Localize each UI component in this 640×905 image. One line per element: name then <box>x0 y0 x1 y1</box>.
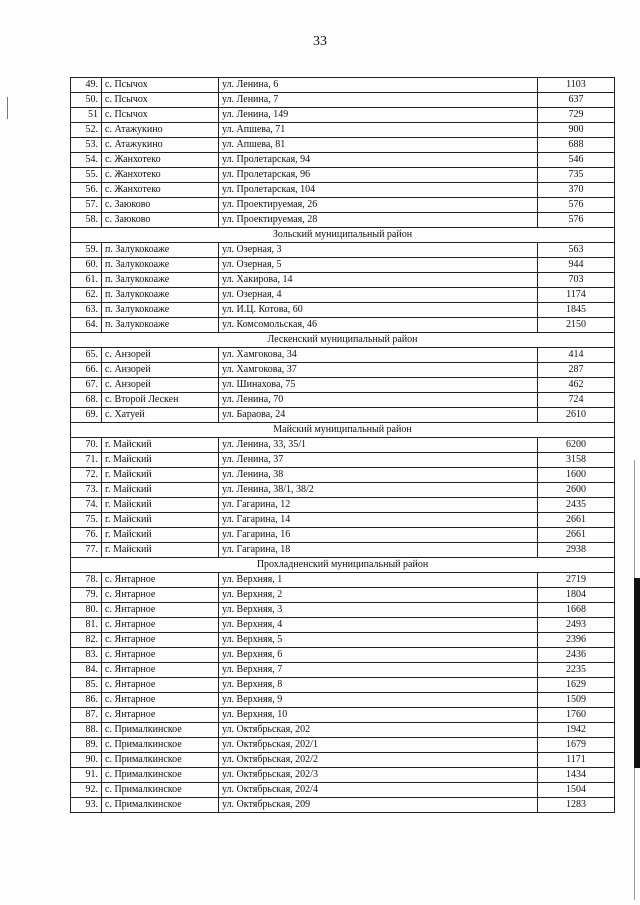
street-cell: ул. Ленина, 37 <box>219 453 538 468</box>
street-cell: ул. Верхняя, 2 <box>219 588 538 603</box>
row-number: 67. <box>71 378 102 393</box>
row-number: 74. <box>71 498 102 513</box>
table-row <box>71 318 615 333</box>
settlement-cell: с. Хатуей <box>102 408 219 423</box>
table-row <box>71 153 615 168</box>
row-number: 64. <box>71 318 102 333</box>
street-cell: ул. Гагарина, 18 <box>219 543 538 558</box>
street-cell: ул. Верхняя, 5 <box>219 633 538 648</box>
section-title: Прохладненский муниципальный район <box>71 558 615 573</box>
settlement-cell: с. Янтарное <box>102 693 219 708</box>
value-cell: 2435 <box>538 498 615 513</box>
value-cell: 1629 <box>538 678 615 693</box>
settlement-cell: с. Янтарное <box>102 678 219 693</box>
row-number: 82. <box>71 633 102 648</box>
street-cell: ул. Гагарина, 14 <box>219 513 538 528</box>
value-cell: 576 <box>538 198 615 213</box>
table-row <box>71 768 615 783</box>
table-row <box>71 258 615 273</box>
table-row <box>71 408 615 423</box>
row-number: 89. <box>71 738 102 753</box>
value-cell: 1942 <box>538 723 615 738</box>
value-cell: 3158 <box>538 453 615 468</box>
table-row <box>71 663 615 678</box>
table-row <box>71 123 615 138</box>
row-number: 84. <box>71 663 102 678</box>
value-cell: 2661 <box>538 528 615 543</box>
settlement-cell: п. Залукокоаже <box>102 318 219 333</box>
table-row <box>71 753 615 768</box>
table-row <box>71 573 615 588</box>
settlement-cell: с. Прималкинское <box>102 723 219 738</box>
table-row <box>71 603 615 618</box>
settlement-cell: с. Янтарное <box>102 573 219 588</box>
settlement-cell: с. Атажукино <box>102 138 219 153</box>
table-row <box>71 243 615 258</box>
settlement-cell: с. Прималкинское <box>102 798 219 813</box>
settlement-cell: с. Янтарное <box>102 603 219 618</box>
table-row <box>71 273 615 288</box>
street-cell: ул. Ленина, 149 <box>219 108 538 123</box>
settlement-cell: с. Прималкинское <box>102 783 219 798</box>
settlement-cell: с. Анзорей <box>102 363 219 378</box>
table-row <box>71 648 615 663</box>
settlement-cell: с. Заюково <box>102 198 219 213</box>
row-number: 78. <box>71 573 102 588</box>
row-number: 65. <box>71 348 102 363</box>
value-cell: 1845 <box>538 303 615 318</box>
scan-edge-bar <box>634 578 640 768</box>
value-cell: 1171 <box>538 753 615 768</box>
table-row <box>71 393 615 408</box>
section-title: Зольский муниципальный район <box>71 228 615 243</box>
value-cell: 703 <box>538 273 615 288</box>
row-number: 88. <box>71 723 102 738</box>
value-cell: 2235 <box>538 663 615 678</box>
row-number: 85. <box>71 678 102 693</box>
value-cell: 287 <box>538 363 615 378</box>
row-number: 77. <box>71 543 102 558</box>
street-cell: ул. Озерная, 4 <box>219 288 538 303</box>
value-cell: 724 <box>538 393 615 408</box>
section-header-row <box>71 423 615 438</box>
street-cell: ул. Октябрьская, 202/1 <box>219 738 538 753</box>
settlement-cell: с. Янтарное <box>102 663 219 678</box>
street-cell: ул. Верхняя, 10 <box>219 708 538 723</box>
street-cell: ул. Проектируемая, 26 <box>219 198 538 213</box>
row-number: 53. <box>71 138 102 153</box>
table-row <box>71 453 615 468</box>
street-cell: ул. Пролетарская, 104 <box>219 183 538 198</box>
value-cell: 2493 <box>538 618 615 633</box>
row-number: 92. <box>71 783 102 798</box>
value-cell: 576 <box>538 213 615 228</box>
settlement-cell: г. Майский <box>102 498 219 513</box>
value-cell: 735 <box>538 168 615 183</box>
table-row <box>71 678 615 693</box>
settlement-cell: г. Майский <box>102 543 219 558</box>
section-title: Лескенский муниципальный район <box>71 333 615 348</box>
value-cell: 1504 <box>538 783 615 798</box>
settlement-cell: с. Янтарное <box>102 633 219 648</box>
table-row <box>71 633 615 648</box>
street-cell: ул. Ленина, 70 <box>219 393 538 408</box>
row-number: 75. <box>71 513 102 528</box>
row-number: 73. <box>71 483 102 498</box>
table-row <box>71 798 615 813</box>
table-row <box>71 483 615 498</box>
street-cell: ул. Хакирова, 14 <box>219 273 538 288</box>
street-cell: ул. Верхняя, 9 <box>219 693 538 708</box>
table-row <box>71 303 615 318</box>
street-cell: ул. Ленина, 38 <box>219 468 538 483</box>
table-row <box>71 198 615 213</box>
street-cell: ул. Комсомольская, 46 <box>219 318 538 333</box>
settlement-cell: с. Янтарное <box>102 618 219 633</box>
settlement-cell: с. Жанхотеко <box>102 153 219 168</box>
row-number: 49. <box>71 78 102 93</box>
settlement-cell: с. Псычох <box>102 108 219 123</box>
street-cell: ул. Верхняя, 3 <box>219 603 538 618</box>
settlement-cell: г. Майский <box>102 528 219 543</box>
street-cell: ул. Ленина, 6 <box>219 78 538 93</box>
street-cell: ул. Ленина, 7 <box>219 93 538 108</box>
table-row <box>71 213 615 228</box>
value-cell: 900 <box>538 123 615 138</box>
value-cell: 2610 <box>538 408 615 423</box>
settlement-cell: г. Майский <box>102 513 219 528</box>
street-cell: ул. Хамгокова, 34 <box>219 348 538 363</box>
address-table-body <box>71 78 615 813</box>
street-cell: ул. Верхняя, 7 <box>219 663 538 678</box>
table-row <box>71 618 615 633</box>
street-cell: ул. Пролетарская, 96 <box>219 168 538 183</box>
street-cell: ул. Апшева, 81 <box>219 138 538 153</box>
settlement-cell: с. Прималкинское <box>102 768 219 783</box>
street-cell: ул. Октябрьская, 209 <box>219 798 538 813</box>
table-row <box>71 108 615 123</box>
settlement-cell: г. Майский <box>102 438 219 453</box>
row-number: 81. <box>71 618 102 633</box>
settlement-cell: с. Прималкинское <box>102 738 219 753</box>
street-cell: ул. Апшева, 71 <box>219 123 538 138</box>
row-number: 72. <box>71 468 102 483</box>
value-cell: 2150 <box>538 318 615 333</box>
value-cell: 1600 <box>538 468 615 483</box>
row-number: 55. <box>71 168 102 183</box>
value-cell: 1103 <box>538 78 615 93</box>
street-cell: ул. Верхняя, 8 <box>219 678 538 693</box>
settlement-cell: п. Залукокоаже <box>102 243 219 258</box>
table-row <box>71 693 615 708</box>
row-number: 83. <box>71 648 102 663</box>
settlement-cell: с. Атажукино <box>102 123 219 138</box>
row-number: 69. <box>71 408 102 423</box>
street-cell: ул. Гагарина, 16 <box>219 528 538 543</box>
row-number: 70. <box>71 438 102 453</box>
value-cell: 2396 <box>538 633 615 648</box>
address-table <box>70 77 615 813</box>
row-number: 50. <box>71 93 102 108</box>
table-row <box>71 348 615 363</box>
settlement-cell: п. Залукокоаже <box>102 303 219 318</box>
row-number: 66. <box>71 363 102 378</box>
value-cell: 1174 <box>538 288 615 303</box>
street-cell: ул. Октябрьская, 202/3 <box>219 768 538 783</box>
value-cell: 563 <box>538 243 615 258</box>
settlement-cell: с. Янтарное <box>102 708 219 723</box>
settlement-cell: п. Залукокоаже <box>102 258 219 273</box>
row-number: 90. <box>71 753 102 768</box>
section-title: Майский муниципальный район <box>71 423 615 438</box>
row-number: 68. <box>71 393 102 408</box>
settlement-cell: г. Майский <box>102 483 219 498</box>
value-cell: 2719 <box>538 573 615 588</box>
section-header-row <box>71 333 615 348</box>
settlement-cell: г. Майский <box>102 453 219 468</box>
table-row <box>71 468 615 483</box>
value-cell: 2938 <box>538 543 615 558</box>
value-cell: 2661 <box>538 513 615 528</box>
settlement-cell: с. Прималкинское <box>102 753 219 768</box>
row-number: 76. <box>71 528 102 543</box>
table-row <box>71 93 615 108</box>
settlement-cell: с. Жанхотеко <box>102 183 219 198</box>
scan-mark-left <box>7 97 8 119</box>
value-cell: 1804 <box>538 588 615 603</box>
row-number: 54. <box>71 153 102 168</box>
settlement-cell: с. Янтарное <box>102 588 219 603</box>
street-cell: ул. Верхняя, 6 <box>219 648 538 663</box>
row-number: 51 <box>71 108 102 123</box>
table-row <box>71 738 615 753</box>
street-cell: ул. Хамгокова, 37 <box>219 363 538 378</box>
row-number: 59. <box>71 243 102 258</box>
street-cell: ул. Октябрьская, 202/4 <box>219 783 538 798</box>
value-cell: 462 <box>538 378 615 393</box>
street-cell: ул. Пролетарская, 94 <box>219 153 538 168</box>
page-number: 33 <box>313 34 327 49</box>
row-number: 60. <box>71 258 102 273</box>
settlement-cell: с. Анзорей <box>102 348 219 363</box>
value-cell: 688 <box>538 138 615 153</box>
value-cell: 370 <box>538 183 615 198</box>
street-cell: ул. Шинахова, 75 <box>219 378 538 393</box>
row-number: 93. <box>71 798 102 813</box>
row-number: 57. <box>71 198 102 213</box>
value-cell: 6200 <box>538 438 615 453</box>
table-row <box>71 438 615 453</box>
row-number: 86. <box>71 693 102 708</box>
street-cell: ул. Ленина, 33, 35/1 <box>219 438 538 453</box>
row-number: 87. <box>71 708 102 723</box>
row-number: 58. <box>71 213 102 228</box>
settlement-cell: г. Майский <box>102 468 219 483</box>
table-row <box>71 498 615 513</box>
street-cell: ул. И.Ц. Котова, 60 <box>219 303 538 318</box>
value-cell: 1283 <box>538 798 615 813</box>
value-cell: 729 <box>538 108 615 123</box>
value-cell: 637 <box>538 93 615 108</box>
table-row <box>71 183 615 198</box>
table-row <box>71 588 615 603</box>
settlement-cell: с. Псычох <box>102 93 219 108</box>
table-row <box>71 723 615 738</box>
value-cell: 1434 <box>538 768 615 783</box>
street-cell: ул. Октябрьская, 202/2 <box>219 753 538 768</box>
street-cell: ул. Бараова, 24 <box>219 408 538 423</box>
settlement-cell: с. Анзорей <box>102 378 219 393</box>
row-number: 80. <box>71 603 102 618</box>
row-number: 71. <box>71 453 102 468</box>
street-cell: ул. Ленина, 38/1, 38/2 <box>219 483 538 498</box>
table-row <box>71 513 615 528</box>
settlement-cell: с. Жанхотеко <box>102 168 219 183</box>
table-row <box>71 78 615 93</box>
street-cell: ул. Озерная, 5 <box>219 258 538 273</box>
value-cell: 2436 <box>538 648 615 663</box>
street-cell: ул. Проектируемая, 28 <box>219 213 538 228</box>
settlement-cell: с. Заюково <box>102 213 219 228</box>
table-row <box>71 783 615 798</box>
value-cell: 1509 <box>538 693 615 708</box>
table-row <box>71 138 615 153</box>
row-number: 79. <box>71 588 102 603</box>
section-header-row <box>71 228 615 243</box>
table-row <box>71 288 615 303</box>
row-number: 91. <box>71 768 102 783</box>
row-number: 62. <box>71 288 102 303</box>
table-row <box>71 543 615 558</box>
settlement-cell: с. Второй Лескен <box>102 393 219 408</box>
row-number: 56. <box>71 183 102 198</box>
table-row <box>71 363 615 378</box>
table-row <box>71 528 615 543</box>
row-number: 63. <box>71 303 102 318</box>
street-cell: ул. Верхняя, 4 <box>219 618 538 633</box>
street-cell: ул. Октябрьская, 202 <box>219 723 538 738</box>
value-cell: 1679 <box>538 738 615 753</box>
table-row <box>71 708 615 723</box>
settlement-cell: с. Янтарное <box>102 648 219 663</box>
street-cell: ул. Озерная, 3 <box>219 243 538 258</box>
table-row <box>71 378 615 393</box>
section-header-row <box>71 558 615 573</box>
value-cell: 414 <box>538 348 615 363</box>
row-number: 52. <box>71 123 102 138</box>
street-cell: ул. Верхняя, 1 <box>219 573 538 588</box>
value-cell: 546 <box>538 153 615 168</box>
value-cell: 944 <box>538 258 615 273</box>
table-row <box>71 168 615 183</box>
value-cell: 1760 <box>538 708 615 723</box>
value-cell: 2600 <box>538 483 615 498</box>
value-cell: 1668 <box>538 603 615 618</box>
settlement-cell: п. Залукокоаже <box>102 288 219 303</box>
settlement-cell: п. Залукокоаже <box>102 273 219 288</box>
street-cell: ул. Гагарина, 12 <box>219 498 538 513</box>
settlement-cell: с. Псычох <box>102 78 219 93</box>
row-number: 61. <box>71 273 102 288</box>
